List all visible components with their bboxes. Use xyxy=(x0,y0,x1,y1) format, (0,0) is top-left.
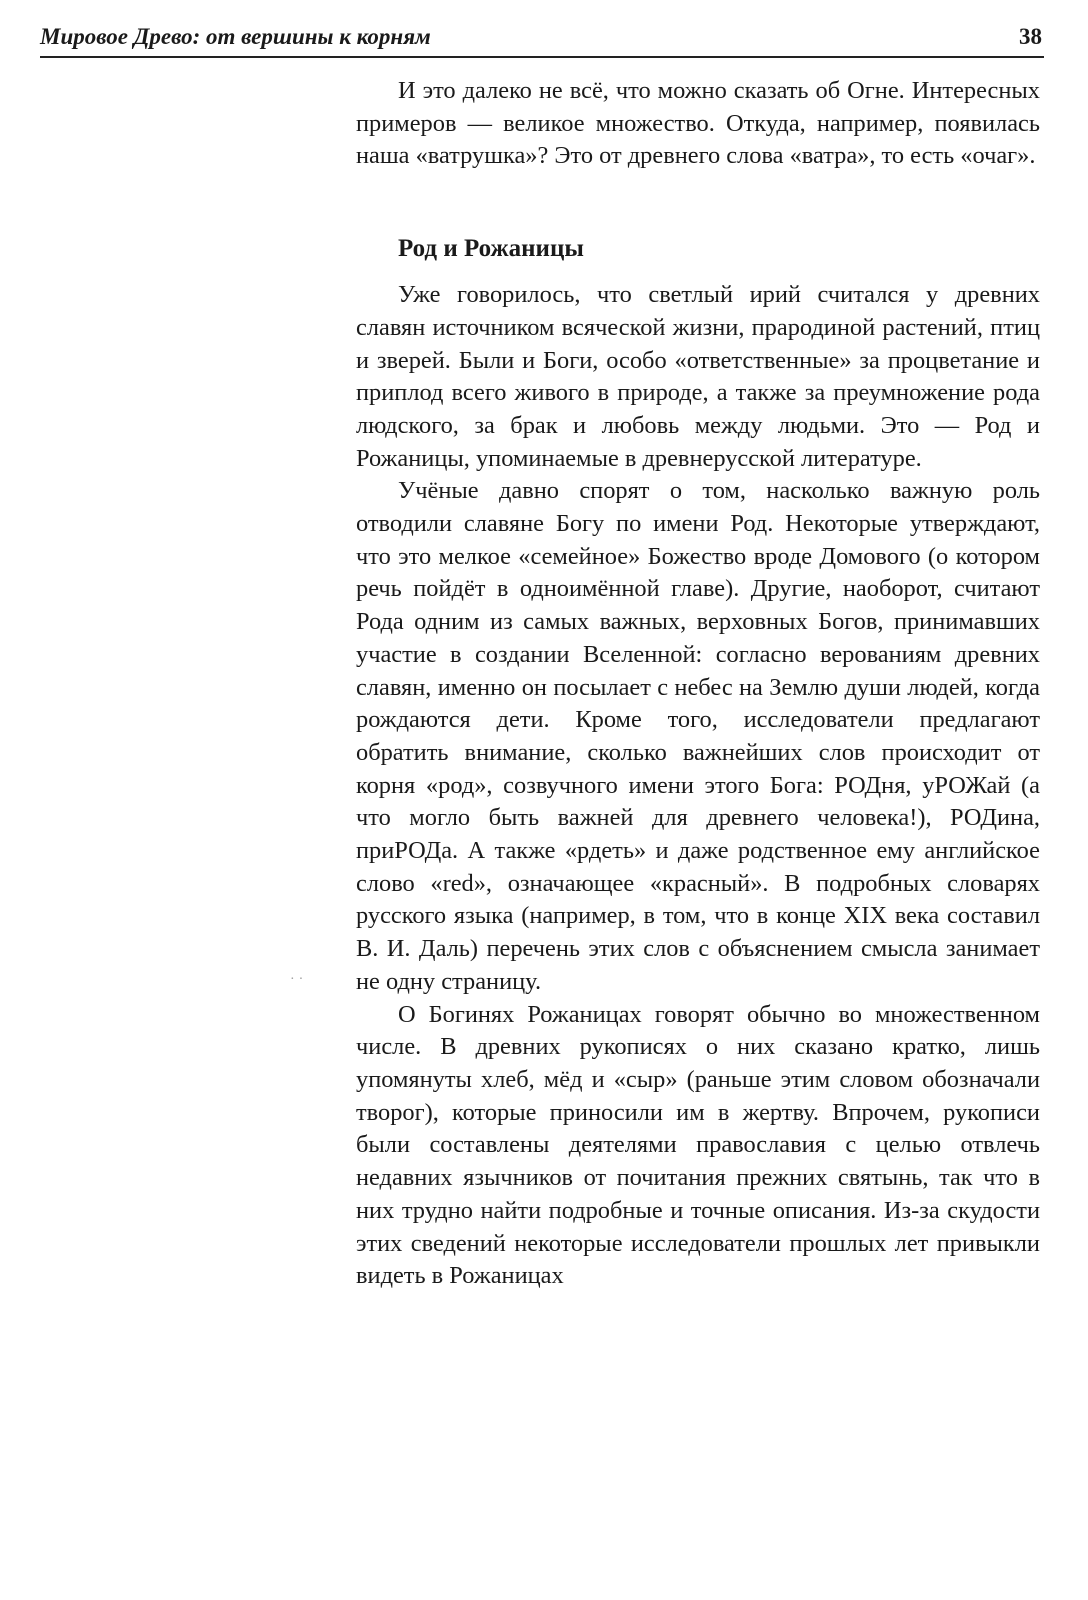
body-paragraph: О Богинях Рожаницах говорят обычно во множественном числе. В древних рукописях о них сказано кратко, лишь упомянуты хлеб, мёд и «сыр» (раньше этим словом обозначали творог), которые приносили им в жертву. Впрочем, рукописи были составлены деятелями православия с целью отвлечь недавних язычников от почитания прежних святынь, так что в них трудно найти подробные и точные описания. Из-за скудости этих сведений некоторые исследователи прошлых лет привыкли видеть в Рожаницах xyxy=(356,1000,1040,1290)
scan-speck-decoration: ·· xyxy=(290,972,308,987)
body-paragraph: Уже говорилось, что светлый ирий считался у древних славян источником всяческой жизни, прародиной растений, птиц и зверей. Были и Боги, особо «ответственные» за процветание и приплод всего живого в природе, а также за преумножение рода людского, за брак и любовь между людьми. Это — Род и Рожаницы, упоминаемые в древнерусской литературе. xyxy=(356,281,1040,472)
running-title: Мировое Древо: от вершины к корням xyxy=(40,24,431,49)
text-column xyxy=(356,75,1040,1293)
page-number: 38 xyxy=(1019,24,1042,49)
running-header xyxy=(40,22,1044,58)
body-paragraph: Учёные давно спорят о том, насколько важную роль отводили славяне Богу по имени Род. Некоторые утверждают, что это мелкое «семейное» Божество вроде Домового (о котором речь пойдёт в одноимённой главе). Другие, наоборот, считают Рода одним из самых важных, верховных Богов, принимавших участие в создании Вселенной: согласно верованиям древних славян, именно он посылает с небес на Землю души людей, когда рождаются дети. Кроме того, исследователи предлагают обратить внимание, сколько важнейших слов происходит от корня «род», созвучного имени этого Бога: РОДня, уРОЖай (а что могло быть важней для древнего человека!), РОДина, приРОДа. А также «рдеть» и даже родственное ему английское слово «red», означающее «красный». В подробных словарях русского языка (например, в том, что в конце XIX века составил В. И. Даль) перечень этих слов с объяснением смысла занимает не одну страницу. xyxy=(356,477,1040,995)
intro-paragraph: И это далеко не всё, что можно сказать об Огне. Интересных примеров — великое множество. Откуда, например, появилась наша «ватрушка»? Это от древнего слова «ватра», то есть «очаг». xyxy=(356,77,1040,170)
section-heading: Род и Рожаницы xyxy=(398,235,584,263)
